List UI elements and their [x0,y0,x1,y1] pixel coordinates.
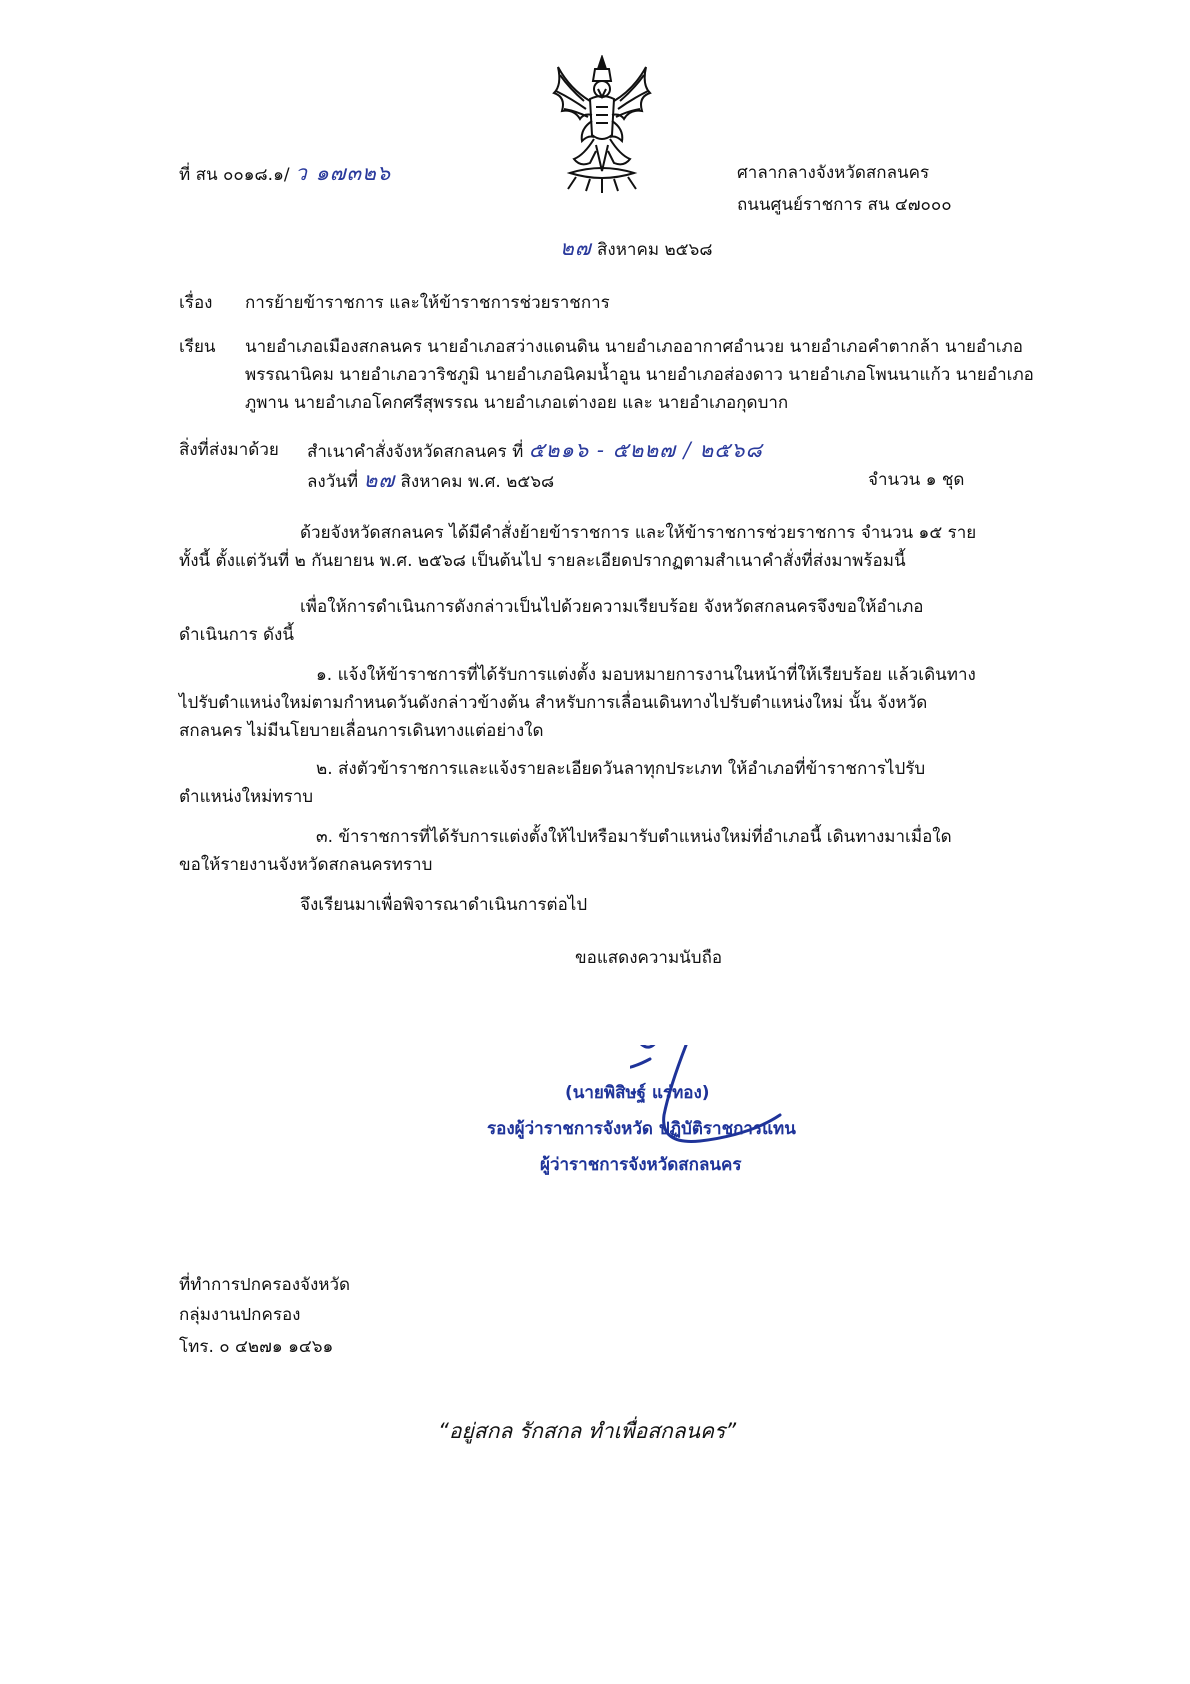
list-item-line: ๑. แจ้งให้ข้าราชการที่ได้รับการแต่งตั้ง มอบหมายการงานในหน้าที่ให้เรียบร้อย แล้วเดินทาง [316,665,976,685]
regards-text: ขอแสดงความนับถือ [575,948,723,968]
reference-number-handwritten: ว ๑๗๓๒๖ [295,161,392,185]
enclosure-text: สำเนาคำสั่งจังหวัดสกลนคร ที่ [307,442,524,462]
body-paragraph-line: ด้วยจังหวัดสกลนคร ได้มีคำสั่งย้ายข้าราชการ และให้ข้าราชการช่วยราชการ จำนวน ๑๕ ราย [300,523,977,543]
date-month-year: สิงหาคม ๒๕๖๘ [597,240,713,260]
enclosure-quantity: จำนวน ๑ ชุด [868,470,965,490]
list-item-line: ขอให้รายงานจังหวัดสกลนครทราบ [179,855,433,875]
list-item-line: ไปรับตำแหน่งใหม่ตามกำหนดวันดังกล่าวข้างต้น สำหรับการเลื่อนเดินทางไปรับตำแหน่งใหม่ นั้น จังหวัด [179,693,928,713]
addressee-line: ภูพาน นายอำเภอโคกศรีสุพรรณ นายอำเภอเต่างอย และ นายอำเภอกุดบาก [245,393,789,413]
signatory-name: (นายพิสิษฐ์ แร่ทอง) [565,1083,710,1103]
motto: “อยู่สกล รักสกล ทำเพื่อสกลนคร” [438,1419,737,1443]
footer-phone: โทร. ๐ ๔๒๗๑ ๑๔๖๑ [179,1337,334,1357]
office-name: ศาลากลางจังหวัดสกลนคร [737,163,930,183]
signatory-position: ผู้ว่าราชการจังหวัดสกลนคร [540,1155,742,1175]
addressee-line: นายอำเภอเมืองสกลนคร นายอำเภอสว่างแดนดิน นายอำเภออากาศอำนวย นายอำเภอคำตากล้า นายอำเภอ [245,337,1023,357]
list-item-line: ตำแหน่งใหม่ทราบ [179,787,314,807]
list-item-line: สกลนคร ไม่มีนโยบายเลื่อนการเดินทางแต่อย่างใด [179,721,544,741]
enclosure-date-line [307,467,554,495]
enclosure-day-handwritten: ๒๗ [363,468,396,492]
reference-prefix: ที่ สน ๐๐๑๘.๑/ [179,165,290,185]
enclosure-label: สิ่งที่ส่งมาด้วย [179,440,279,460]
enclosure-line [307,437,763,465]
enclosure-dated-rest: สิงหาคม พ.ศ. ๒๕๖๘ [400,472,555,492]
footer-division: กลุ่มงานปกครอง [179,1305,301,1325]
footer-department: ที่ทำการปกครองจังหวัด [179,1275,351,1295]
date-day-handwritten: ๒๗ [560,236,592,260]
closing-line: จึงเรียนมาเพื่อพิจารณาดำเนินการต่อไป [300,895,588,915]
body-paragraph-line: เพื่อให้การดำเนินการดังกล่าวเป็นไปด้วยความเรียบร้อย จังหวัดสกลนครจึงขอให้อำเภอ [300,597,924,617]
reference-line [179,160,391,188]
document-date [560,235,712,263]
addressee-label: เรียน [179,337,216,357]
list-item-line: ๓. ข้าราชการที่ได้รับการแต่งตั้งให้ไปหรือมารับตำแหน่งใหม่ที่อำเภอนี้ เดินทางมาเมื่อใด [316,827,952,847]
enclosure-dated-label: ลงวันที่ [307,472,359,492]
body-paragraph-line: ทั้งนี้ ตั้งแต่วันที่ ๒ กันยายน พ.ศ. ๒๕๖๘ เป็นต้นไป รายละเอียดปรากฏตามสำเนาคำสั่งที่ส่งมาพร้อมนี้ [179,551,906,571]
body-paragraph-line: ดำเนินการ ดังนี้ [179,625,294,645]
subject-label: เรื่อง [179,293,213,313]
enclosure-number-handwritten: ๕๒๑๖ - ๕๒๒๗ / ๒๕๖๘ [528,438,763,462]
office-address: ถนนศูนย์ราชการ สน ๔๗๐๐๐ [737,195,952,215]
signatory-position: รองผู้ว่าราชการจังหวัด ปฏิบัติราชการแทน [487,1119,796,1139]
subject-text: การย้ายข้าราชการ และให้ข้าราชการช่วยราชการ [245,293,610,313]
list-item-line: ๒. ส่งตัวข้าราชการและแจ้งรายละเอียดวันลาทุกประเภท ให้อำเภอที่ข้าราชการไปรับ [316,759,926,779]
addressee-line: พรรณานิคม นายอำเภอวาริชภูมิ นายอำเภอนิคมน้ำอูน นายอำเภอส่องดาว นายอำเภอโพนนาแก้ว นายอำเภอ [245,365,1034,385]
garuda-emblem-icon [540,55,664,195]
